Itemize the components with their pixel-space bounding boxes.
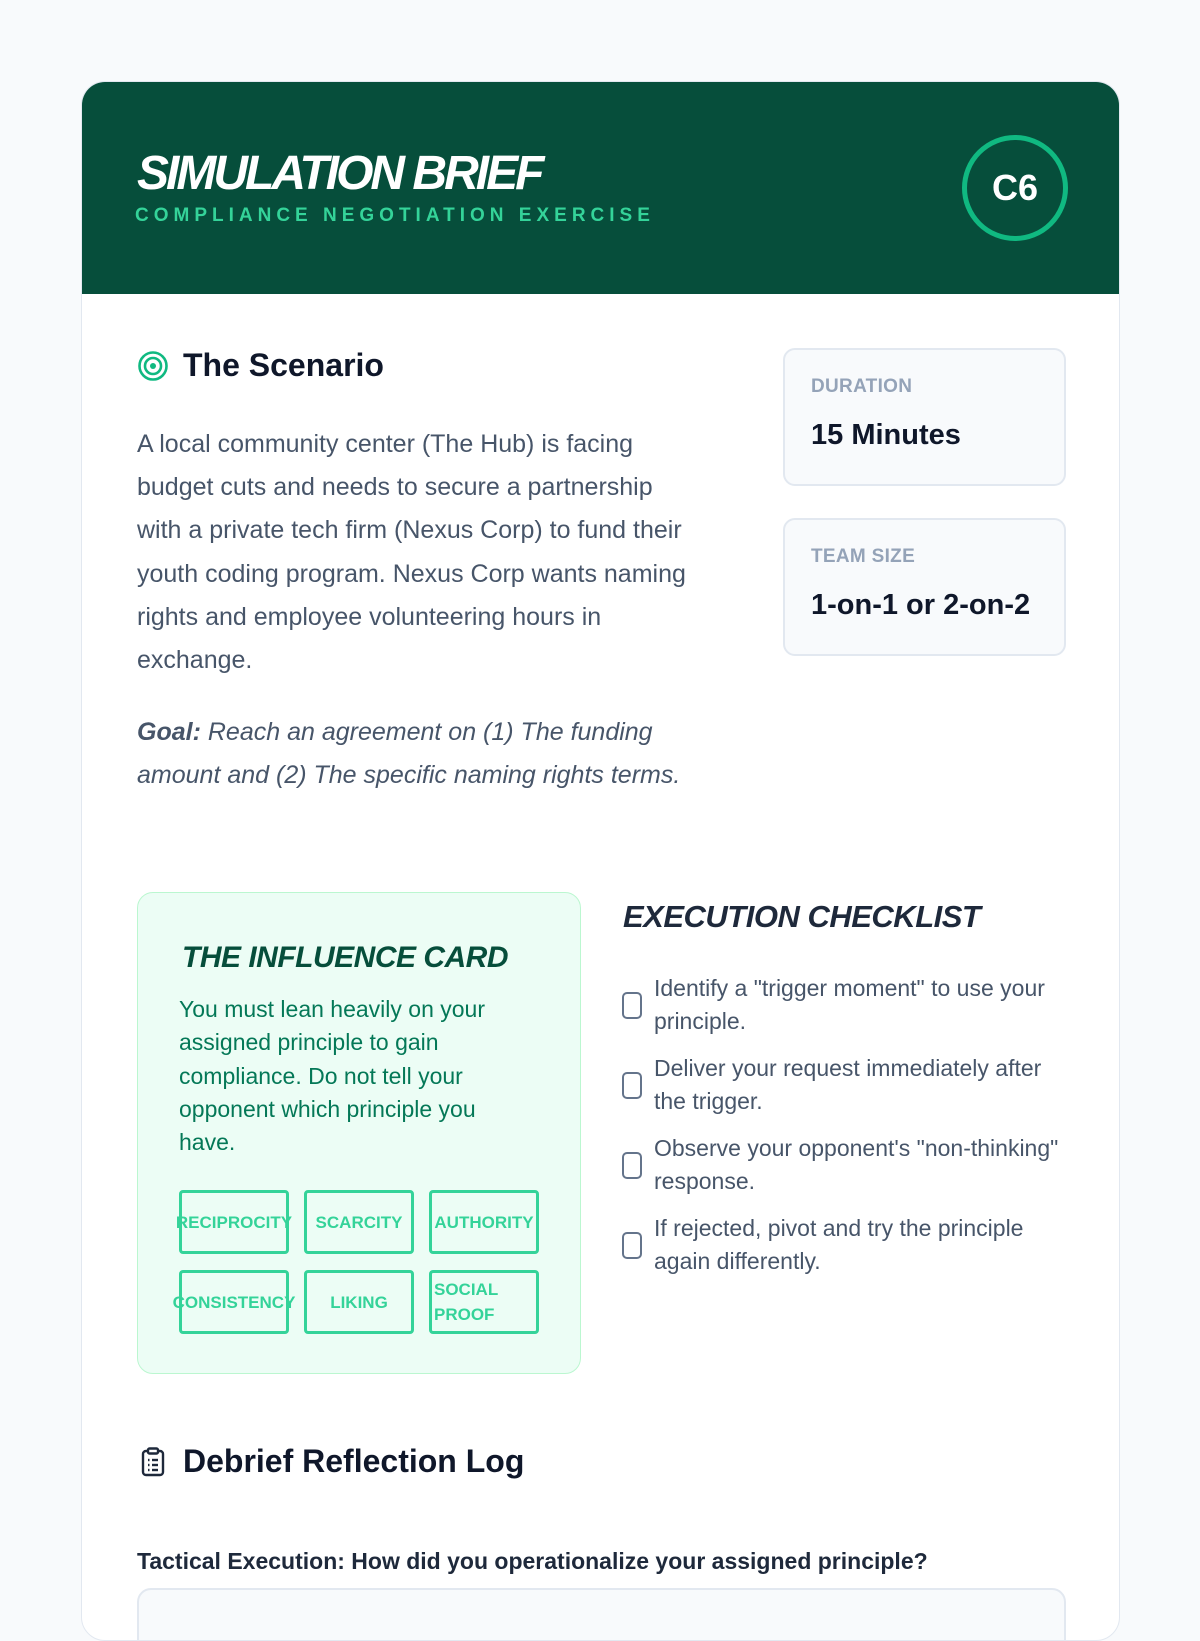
- principle-consistency[interactable]: CONSISTENCY: [179, 1270, 289, 1334]
- scenario-title: The Scenario: [183, 347, 384, 383]
- debrief-answer-field[interactable]: [137, 1588, 1066, 1641]
- scenario-description: A local community center (The Hub) is facing budget cuts and needs to secure a partnership with a private tech firm (Nexus Corp) to fund their youth coding program. Nexus Corp wants naming rights and employee volunteering hours in exchange.: [137, 430, 686, 675]
- principle-reciprocity[interactable]: RECIPROCITY: [179, 1190, 289, 1254]
- simulation-brief-card: [81, 81, 1120, 1641]
- checklist-checkbox[interactable]: [622, 1072, 642, 1099]
- influence-card-body: You must lean heavily on your assigned principle to gain compliance. Do not tell your opponent which principle you have.: [179, 996, 486, 1156]
- checklist-item-label: Deliver your request immediately after the trigger.: [654, 1055, 1042, 1114]
- checklist-item: [622, 1045, 1072, 1125]
- debrief-title: Debrief Reflection Log: [183, 1443, 525, 1479]
- page-subtitle: COMPLIANCE NEGOTIATION EXERCISE: [135, 205, 655, 226]
- debrief-heading: [137, 1443, 524, 1480]
- principle-authority[interactable]: AUTHORITY: [429, 1190, 539, 1254]
- checklist-checkbox[interactable]: [622, 992, 642, 1019]
- team-size-stat: [783, 518, 1066, 656]
- brief-header: [82, 82, 1119, 294]
- influence-card-title: THE INFLUENCE CARD: [182, 941, 508, 974]
- duration-label: DURATION: [811, 376, 913, 397]
- checklist-item-label: If rejected, pivot and try the principle again differently.: [654, 1215, 1024, 1274]
- principle-liking[interactable]: LIKING: [304, 1270, 414, 1334]
- checklist-item-label: Identify a "trigger moment" to use your principle.: [654, 975, 1045, 1034]
- team-size-value: 1-on-1 or 2-on-2: [811, 589, 1031, 621]
- clipboard-icon: [137, 1446, 169, 1478]
- duration-value: 15 Minutes: [811, 419, 961, 451]
- principle-social-proof[interactable]: SOCIAL PROOF: [429, 1270, 539, 1334]
- target-icon: [137, 350, 169, 382]
- module-badge: C6: [962, 135, 1068, 241]
- checklist-item: [622, 965, 1072, 1045]
- scenario-goal: [137, 711, 717, 797]
- checklist-title: EXECUTION CHECKLIST: [623, 899, 981, 934]
- debrief-question: Tactical Execution: How did you operationalize your assigned principle?: [137, 1548, 928, 1574]
- principle-scarcity[interactable]: SCARCITY: [304, 1190, 414, 1254]
- checklist-item: [622, 1205, 1072, 1285]
- checklist-item: [622, 1125, 1072, 1205]
- team-size-label: TEAM SIZE: [811, 546, 916, 567]
- influence-card: [137, 892, 581, 1374]
- page-title: SIMULATION BRIEF: [137, 147, 542, 200]
- duration-stat: [783, 348, 1066, 486]
- checklist-checkbox[interactable]: [622, 1152, 642, 1179]
- checklist-checkbox[interactable]: [622, 1232, 642, 1259]
- execution-checklist: [622, 965, 1072, 1285]
- goal-label: Goal:: [137, 718, 201, 746]
- scenario-heading: [137, 347, 384, 384]
- goal-text: Reach an agreement on (1) The funding amount and (2) The specific naming rights terms.: [137, 718, 681, 790]
- checklist-item-label: Observe your opponent's "non-thinking" response.: [654, 1135, 1059, 1194]
- principle-grid: [172, 1190, 539, 1334]
